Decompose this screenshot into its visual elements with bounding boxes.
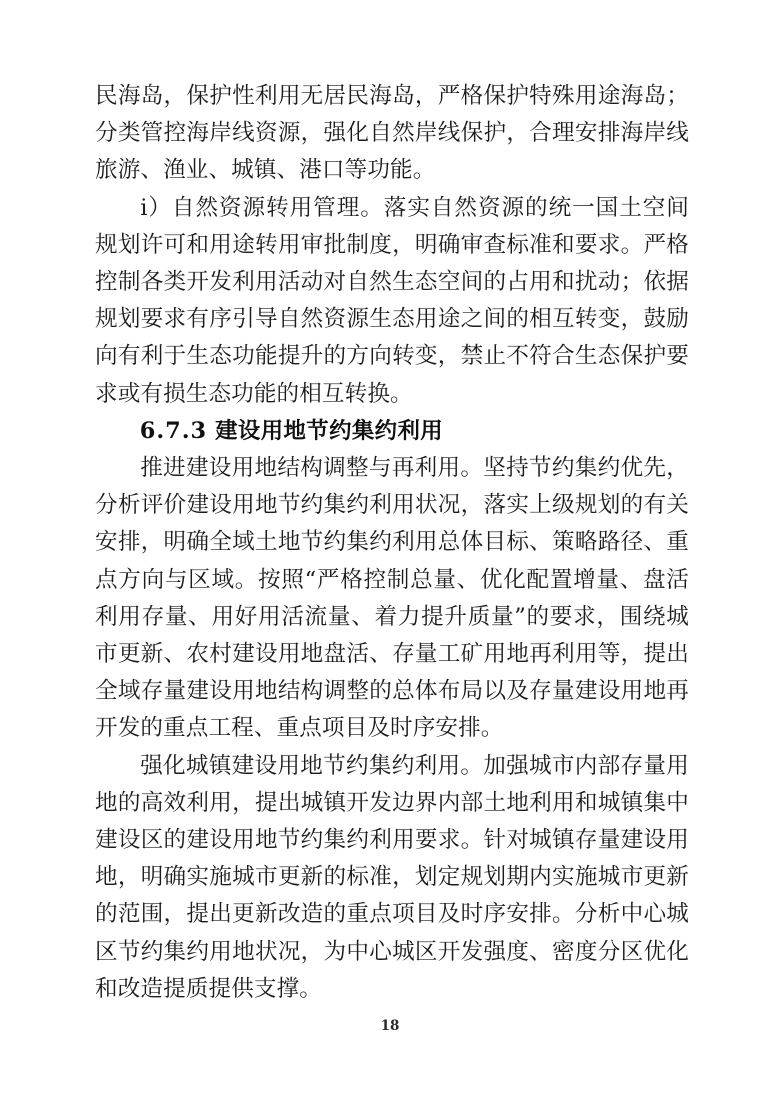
paragraph-marine-island: 民海岛，保护性利用无居民海岛，严格保护特殊用途海岛；分类管控海岸线资源，强化自然岸线保护，合理安排海岸线旅游、渔业、城镇、港口等功能。 bbox=[95, 83, 689, 184]
page-number: 18 bbox=[380, 1018, 400, 1034]
section-heading-number: 6.7.3 bbox=[139, 417, 208, 444]
page-content bbox=[95, 78, 689, 1008]
paragraph-resource-conversion: i）自然资源转用管理。落实自然资源的统一国土空间规划许可和用途转用审批制度，明确审查标准和要求。严格控制各类开发利用活动对自然生态空间的占用和扰动；依据规划要求有序引导自然资源生态用途之间的相互转变，鼓励向有利于生态功能提升的方向转变，禁止不符合生态保护要求或有损生态功能的相互转换。 bbox=[95, 194, 689, 407]
paragraph-urban-intensive-use: 强化城镇建设用地节约集约利用。加强城市内部存量用地的高效利用，提出城镇开发边界内部土地利用和城镇集中建设区的建设用地节约集约利用要求。针对城镇存量建设用地，明确实施城市更新的标准，划定规划期内实施城市更新的范围，提出更新改造的重点项目及时序安排。分析中心城区节约集约用地状况，为中心城区开发强度、密度分区优化和改造提质提供支撑。 bbox=[95, 752, 689, 1002]
section-heading-title: 建设用地节约集约利用 bbox=[215, 417, 444, 444]
paragraph-structure-adjustment: 推进建设用地结构调整与再利用。坚持节约集约优先，分析评价建设用地节约集约利用状况，落实上级规划的有关安排，明确全域土地节约集约利用总体目标、策略路径、重点方向与区域。按照“严格控制总量、优化配置增量、盘活利用存量、用好用活流量、着力提升质量”的要求，围绕城市更新、农村建设用地盘活、存量工矿用地再利用等，提出全域存量建设用地结构调整的总体布局以及存量建设用地再开发的重点工程、重点项目及时序安排。 bbox=[95, 455, 689, 742]
section-heading-6-7-3 bbox=[95, 413, 689, 450]
